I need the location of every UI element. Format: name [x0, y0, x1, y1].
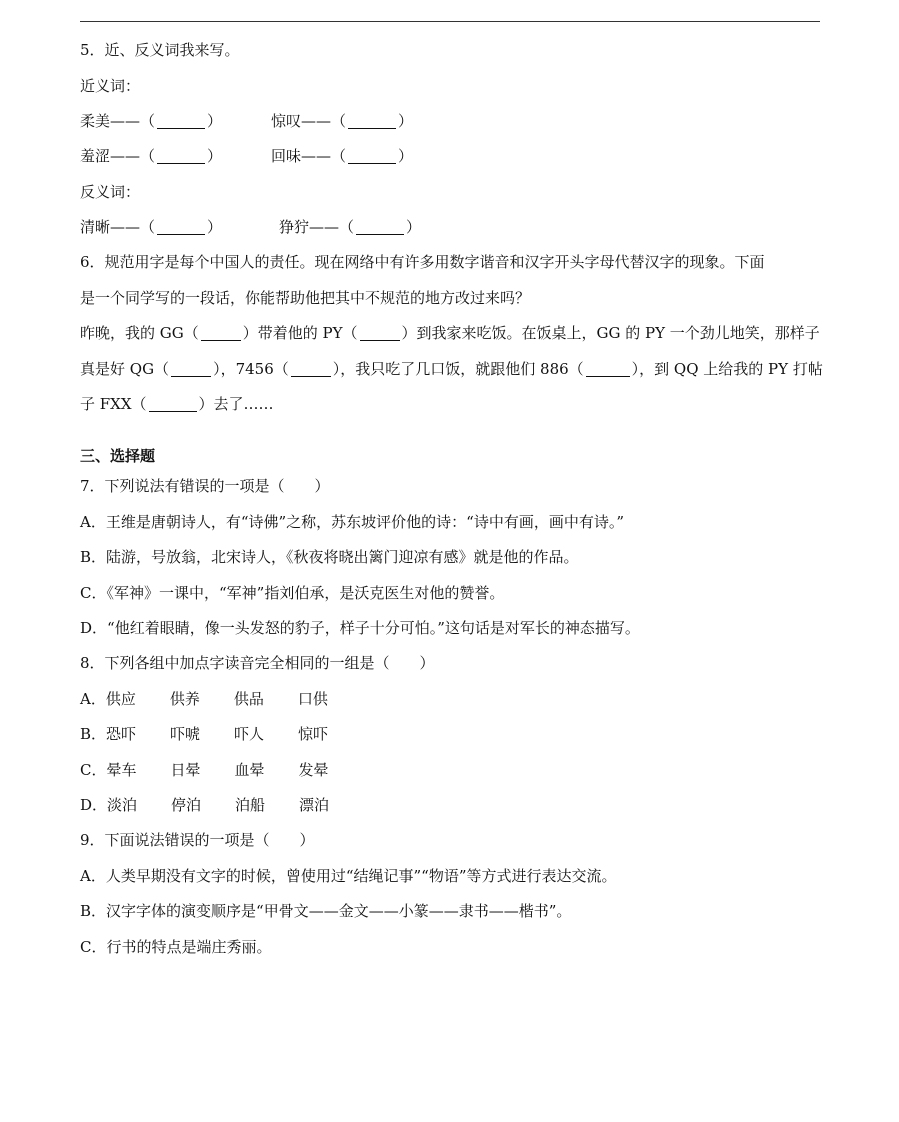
option-item: 血晕 [234, 761, 265, 779]
q9-option-a[interactable]: A．人类早期没有文字的时候，曾使用过“结绳记事”“物语”等方式进行表达交流。 [80, 867, 617, 885]
option-item: 发晕 [298, 761, 329, 779]
q6-line-3: 昨晚，我的 GG（ ）带着他的 PY（ ）到我家来吃饭。在饭桌上，GG 的 PY 一个劲儿地笑，那样子 [80, 324, 820, 342]
option-item: 晕车 [106, 761, 137, 779]
option-item: 供应 [105, 690, 136, 708]
q5-synonym-2: 惊叹——（ ） [271, 112, 414, 130]
q9-title: 9．下面说法错误的一项是（ ） [80, 831, 315, 849]
q7-title: 7．下列说法有错误的一项是（ ） [80, 477, 330, 495]
q8-title: 8．下列各组中加点字读音完全相同的一组是（ ） [80, 654, 435, 672]
q8-option-c[interactable]: C．晕车 日晕 血晕 发晕 [80, 760, 362, 780]
option-item: 淡泊 [107, 796, 138, 814]
answer-blank[interactable] [291, 360, 331, 377]
section-title: 三、选择题 [80, 447, 156, 465]
q6-line-5: 子 FXX（ ）去了…… [80, 395, 274, 413]
option-item: 吓唬 [170, 725, 201, 743]
q9-option-b[interactable]: B．汉字字体的演变顺序是“甲骨文——金文——小篆——隶书——楷书”。 [80, 902, 572, 920]
answer-blank[interactable] [586, 360, 630, 377]
q5-antonym-2: 狰狞——（ ） [279, 218, 422, 236]
answer-blank[interactable] [157, 218, 205, 235]
q5-antonym-label: 反义词： [80, 183, 141, 201]
option-item: 口供 [297, 690, 328, 708]
q7-option-d[interactable]: D．“他红着眼睛，像一头发怒的豹子，样子十分可怕。”这句话是对军长的神态描写。 [80, 619, 640, 637]
option-item: 供品 [233, 690, 264, 708]
answer-blank[interactable] [348, 147, 396, 164]
option-item: 供养 [169, 690, 200, 708]
option-item: 泊船 [235, 796, 266, 814]
q5-synonym-4: 回味——（ ） [271, 147, 414, 165]
q6-line-4: 真是好 QG（ ），7456（ ），我只吃了几口饭，就跟他们 886（ ），到 QQ 上给我的 PY 打帖 [80, 360, 823, 378]
q6-line-1: 6．规范用字是每个中国人的责任。现在网络中有许多用数字谐音和汉字开头字母代替汉字的现象。下面 [80, 253, 765, 271]
q7-option-b[interactable]: B．陆游，号放翁，北宋诗人，《秋夜将晓出篱门迎凉有感》就是他的作品。 [80, 548, 579, 566]
answer-blank[interactable] [171, 360, 211, 377]
option-item: 恐吓 [106, 725, 137, 743]
answer-blank[interactable] [348, 112, 396, 129]
q5-synonym-3: 羞涩——（ ） [80, 147, 223, 165]
q8-option-a[interactable]: A．供应 供养 供品 口供 [80, 689, 362, 709]
q5-title: 5．近、反义词我来写。 [80, 41, 240, 59]
answer-blank[interactable] [201, 324, 241, 341]
q7-option-a[interactable]: A．王维是唐朝诗人，有“诗佛”之称，苏东坡评价他的诗：“诗中有画，画中有诗。” [80, 513, 625, 531]
option-item: 惊吓 [298, 725, 329, 743]
answer-blank[interactable] [157, 112, 205, 129]
q5-synonym-1: 柔美——（ ） [80, 112, 223, 130]
header-rule [80, 21, 820, 22]
option-item: 吓人 [234, 725, 265, 743]
q5-synonym-label: 近义词： [80, 77, 141, 95]
q5-antonym-1: 清晰——（ ） [80, 218, 223, 236]
option-item: 日晕 [170, 761, 201, 779]
answer-blank[interactable] [356, 218, 404, 235]
option-item: 漂泊 [299, 796, 330, 814]
answer-blank[interactable] [157, 147, 205, 164]
q8-option-b[interactable]: B．恐吓 吓唬 吓人 惊吓 [80, 724, 362, 744]
answer-blank[interactable] [149, 395, 197, 412]
q6-line-2: 是一个同学写的一段话，你能帮助他把其中不规范的地方改过来吗？ [80, 289, 531, 307]
option-item: 停泊 [171, 796, 202, 814]
q7-option-c[interactable]: C．《军神》一课中，“军神”指刘伯承，是沃克医生对他的赞誉。 [80, 584, 505, 602]
q9-option-c[interactable]: C．行书的特点是端庄秀丽。 [80, 938, 272, 956]
q8-option-d[interactable]: D．淡泊 停泊 泊船 漂泊 [80, 795, 363, 815]
answer-blank[interactable] [360, 324, 400, 341]
